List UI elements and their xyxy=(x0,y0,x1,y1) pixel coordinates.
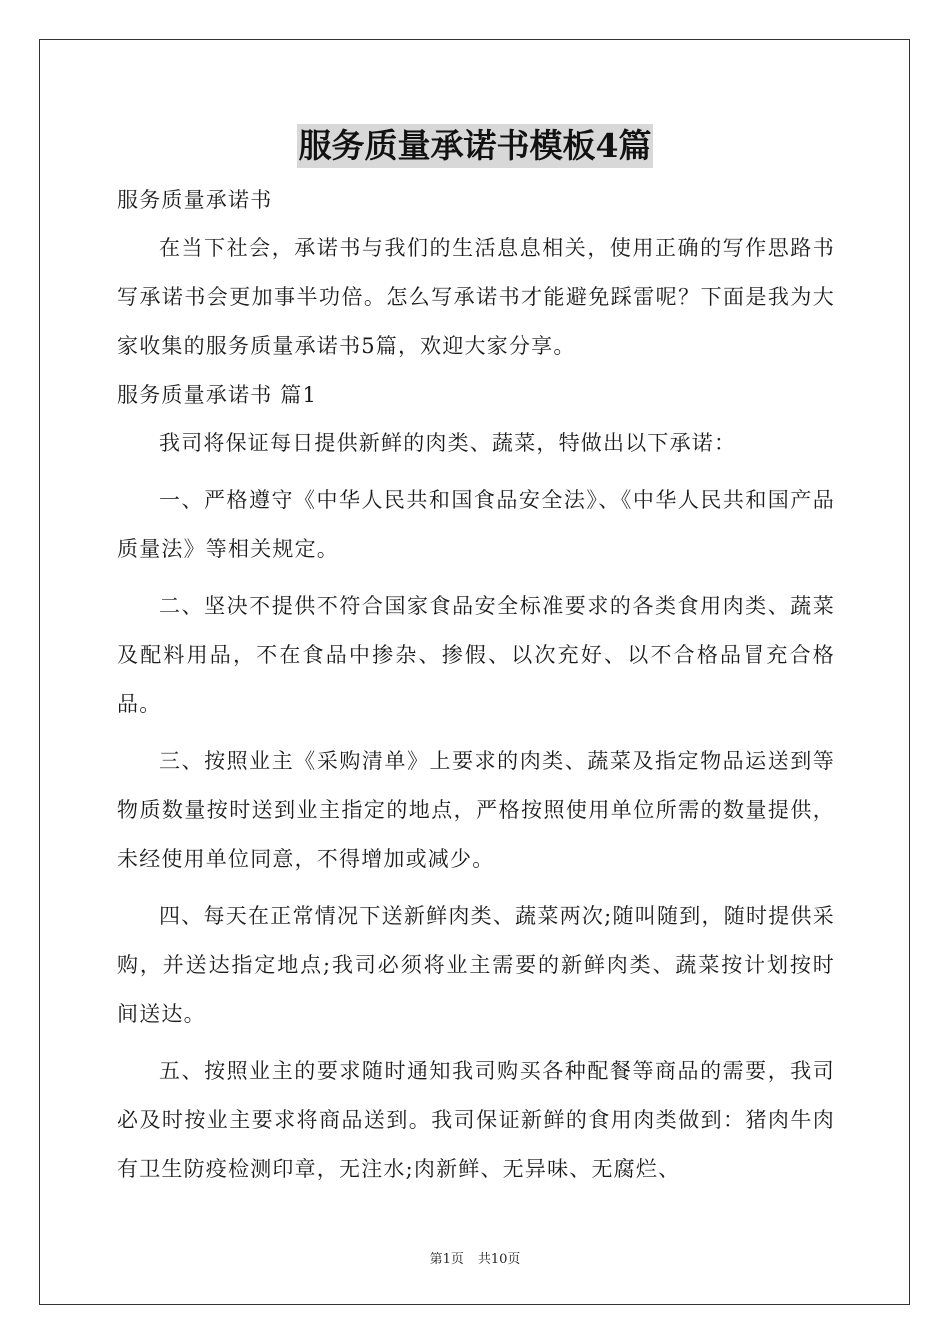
page-number-total: 共10页 xyxy=(477,1252,521,1267)
page-number-current: 第1页 xyxy=(429,1252,464,1267)
title-container xyxy=(0,124,950,168)
document-title: 服务质量承诺书模板4篇 xyxy=(297,124,654,168)
body-paragraph: 我司将保证每日提供新鲜的肉类、蔬菜，特做出以下承诺： xyxy=(159,431,737,455)
body-paragraph: 三、按照业主《采购清单》上要求的肉类、蔬菜及指定物品运送到等物质数量按时送到业主指定的地点，严格按照使用单位所需的数量提供，未经使用单位同意，不得增加或减少。 xyxy=(117,749,835,871)
body-paragraph: 五、按照业主的要求随时通知我司购买各种配餐等商品的需要，我司必及时按业主要求将商品送到。我司保证新鲜的食用肉类做到：猪肉牛肉有卫生防疫检测印章，无注水;肉新鲜、无异味、无腐烂、 xyxy=(117,1059,835,1181)
document-subtitle: 服务质量承诺书 xyxy=(117,188,273,212)
section-heading: 服务质量承诺书 篇1 xyxy=(117,383,318,407)
page-footer xyxy=(0,1248,950,1267)
document-body xyxy=(117,176,835,1202)
body-paragraph: 一、严格遵守《中华人民共和国食品安全法》、《中华人民共和国产品质量法》等相关规定。 xyxy=(117,488,835,561)
body-paragraph: 二、坚决不提供不符合国家食品安全标准要求的各类食用肉类、蔬菜及配料用品，不在食品中掺杂、掺假、以次充好、以不合格品冒充合格品。 xyxy=(117,594,835,716)
intro-paragraph: 在当下社会，承诺书与我们的生活息息相关，使用正确的写作思路书写承诺书会更加事半功倍。怎么写承诺书才能避免踩雷呢？下面是我为大家收集的服务质量承诺书5篇，欢迎大家分享。 xyxy=(117,236,835,358)
body-paragraph: 四、每天在正常情况下送新鲜肉类、蔬菜两次;随叫随到，随时提供采购，并送达指定地点;我司必须将业主需要的新鲜肉类、蔬菜按计划按时间送达。 xyxy=(117,904,835,1026)
